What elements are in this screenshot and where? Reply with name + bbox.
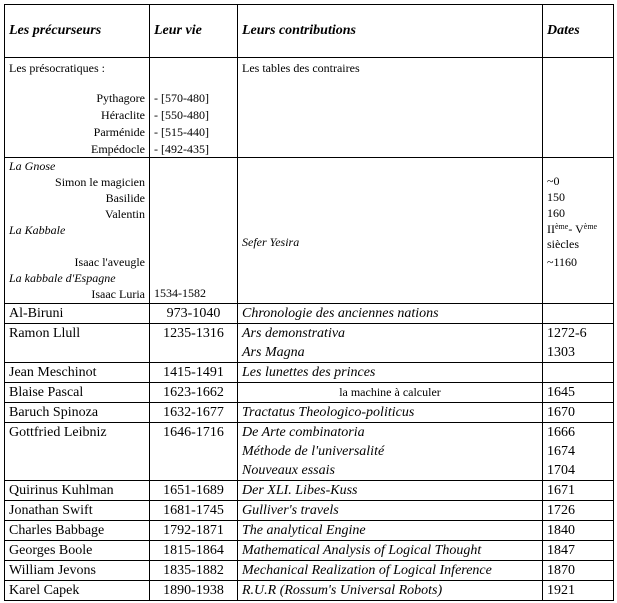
precursor-dates [543, 501, 614, 521]
precursor-dates [543, 581, 614, 601]
precursor-life-text: 1415-1491 [163, 365, 224, 380]
espagne-label: La kabbale d'Espagne [9, 271, 116, 285]
gnose-names [5, 158, 150, 304]
table-row [5, 383, 614, 403]
date-value: 1840 [547, 523, 575, 538]
precursor-name-text: Georges Boole [9, 543, 93, 558]
date-value: 1921 [547, 583, 575, 598]
date-part: - V [568, 222, 584, 236]
person-name: Basilide [105, 191, 145, 205]
precursor-life-text: 1623-1662 [163, 385, 224, 400]
precursor-name [5, 521, 150, 541]
precursor-contributions [238, 561, 543, 581]
precursor-life-text: 1632-1677 [163, 405, 224, 420]
person-name: Parménide [93, 125, 145, 139]
precursor-name-text: Karel Capek [9, 583, 80, 598]
precursor-dates [543, 363, 614, 383]
precursor-name-text: Jonathan Swift [9, 503, 93, 518]
table-row [5, 561, 614, 581]
contribution-text: De Arte combinatoria [242, 425, 365, 440]
date-value: 160 [547, 206, 565, 220]
gnose-dates [543, 158, 614, 304]
precursor-life-text: 1651-1689 [163, 483, 224, 498]
date-value: 1670 [547, 405, 575, 420]
person-name: Isaac Luria [91, 287, 145, 301]
precursor-dates [543, 383, 614, 403]
precursor-life-text: 1835-1882 [163, 563, 224, 578]
date-value: 1726 [547, 503, 575, 518]
precursor-contributions [238, 423, 543, 481]
contribution-text: Les lunettes des princes [242, 365, 376, 380]
precursor-life [150, 541, 238, 561]
precursor-name-text: Baruch Spinoza [9, 405, 99, 420]
contribution-text: Méthode de l'universalité [242, 444, 385, 459]
precursor-life-text: 1646-1716 [163, 425, 224, 440]
person-name: Valentin [105, 207, 145, 221]
contribution-text: Mechanical Realization of Logical Inference [242, 563, 492, 578]
table-row [5, 324, 614, 363]
date-sup: ème [555, 222, 569, 231]
precursor-contributions [238, 324, 543, 363]
precursor-name-text: Al-Biruni [9, 306, 64, 321]
precursor-contributions [238, 521, 543, 541]
presocratics-dates [543, 58, 614, 158]
precursor-dates [543, 541, 614, 561]
date-value: 150 [547, 190, 565, 204]
precursor-life [150, 581, 238, 601]
group-label: Les présocratiques : [9, 61, 105, 75]
precursor-name [5, 423, 150, 481]
precursor-life [150, 363, 238, 383]
date-value: 1666 [547, 425, 575, 440]
precursor-contributions [238, 501, 543, 521]
precursor-name-text: Blaise Pascal [9, 385, 84, 400]
precursor-life [150, 324, 238, 363]
precursor-life-text: 1890-1938 [163, 583, 224, 598]
precursor-dates [543, 304, 614, 324]
date-value: 1847 [547, 543, 575, 558]
precursor-name [5, 501, 150, 521]
precursor-life-text: 1681-1745 [163, 503, 224, 518]
date-value: ~0 [547, 174, 560, 188]
date-value: 1303 [547, 345, 575, 360]
precursor-rows [5, 304, 614, 601]
table-row [5, 423, 614, 481]
precursor-name [5, 304, 150, 324]
contribution-text: Sefer Yesira [242, 235, 300, 249]
gnose-label: La Gnose [9, 159, 56, 173]
table-row [5, 304, 614, 324]
precursor-contributions [238, 383, 543, 403]
date-sup: ème [583, 222, 598, 231]
table-row [5, 541, 614, 561]
contribution-text: Ars Magna [242, 345, 305, 360]
contribution-text: la machine à calculer [339, 385, 441, 399]
person-name: Isaac l'aveugle [74, 255, 145, 269]
gnose-lives [150, 158, 238, 304]
date-value: 1870 [547, 563, 575, 578]
gnose-contribution [238, 158, 543, 304]
date-value: 1645 [547, 385, 575, 400]
precursor-dates [543, 403, 614, 423]
precursor-dates [543, 423, 614, 481]
life-dates: 1534-1582 [154, 286, 206, 300]
table-row [5, 481, 614, 501]
precursor-name [5, 363, 150, 383]
contribution-text: Tractatus Theologico-politicus [242, 405, 415, 420]
precursor-life [150, 501, 238, 521]
precursor-contributions [238, 541, 543, 561]
table-row [5, 501, 614, 521]
contribution-text: The analytical Engine [242, 523, 366, 538]
contribution-text: Mathematical Analysis of Logical Thought [242, 543, 482, 558]
precursor-contributions [238, 403, 543, 423]
precursor-name [5, 481, 150, 501]
date-value: 1671 [547, 483, 575, 498]
contribution-text: Chronologie des anciennes nations [242, 306, 439, 321]
life-dates: - [492-435] [154, 142, 209, 156]
precursor-name-text: Ramon Llull [9, 326, 81, 341]
precursor-life-text: 973-1040 [166, 306, 221, 321]
precursor-contributions [238, 481, 543, 501]
precursor-life-text: 1235-1316 [163, 326, 224, 341]
precursor-dates [543, 324, 614, 363]
precursor-life-text: 1792-1871 [163, 523, 224, 538]
precursors-table [4, 4, 614, 601]
header-row [5, 5, 614, 58]
precursor-name [5, 561, 150, 581]
precursor-life [150, 561, 238, 581]
header-contributions: Leurs contributions [238, 5, 543, 58]
gnose-kabbale-row [5, 158, 614, 304]
contribution-text: Ars demonstrativa [242, 326, 346, 341]
precursor-life [150, 403, 238, 423]
precursor-life [150, 383, 238, 403]
presocratics-contribution [238, 58, 543, 158]
contribution-text: Der XLI. Libes-Kuss [242, 483, 358, 498]
precursor-name-text: William Jevons [9, 563, 96, 578]
person-name: Simon le magicien [55, 175, 145, 189]
kabbale-label: La Kabbale [9, 223, 66, 237]
table-row [5, 521, 614, 541]
precursor-name [5, 383, 150, 403]
presocratics-lives [150, 58, 238, 158]
date-value: siècles [547, 237, 579, 251]
precursor-name-text: Quirinus Kuhlman [9, 483, 114, 498]
header-life: Leur vie [150, 5, 238, 58]
contribution-text: Nouveaux essais [242, 463, 335, 478]
precursor-name-text: Charles Babbage [9, 523, 105, 538]
header-precursors: Les précurseurs [5, 5, 150, 58]
contribution-text: R.U.R (Rossum's Universal Robots) [242, 583, 443, 598]
presocratics-row [5, 58, 614, 158]
life-dates: - [570-480] [154, 91, 209, 105]
precursor-contributions [238, 304, 543, 324]
precursor-dates [543, 481, 614, 501]
date-value: ~1160 [547, 255, 578, 269]
precursor-life [150, 521, 238, 541]
precursor-life-text: 1815-1864 [163, 543, 224, 558]
date-value: 1674 [547, 444, 575, 459]
precursor-dates [543, 561, 614, 581]
person-name: Héraclite [101, 108, 145, 122]
precursor-life [150, 304, 238, 324]
header-dates: Dates [543, 5, 614, 58]
table-row [5, 363, 614, 383]
presocratics-names [5, 58, 150, 158]
precursor-name [5, 324, 150, 363]
precursor-name-text: Jean Meschinot [9, 365, 97, 380]
contribution-text: Les tables des contraires [242, 61, 360, 75]
life-dates: - [550-480] [154, 108, 209, 122]
precursor-name [5, 541, 150, 561]
date-value: 1272-6 [547, 326, 587, 341]
date-value: 1704 [547, 463, 575, 478]
precursor-life [150, 481, 238, 501]
contribution-text: Gulliver's travels [242, 503, 339, 518]
person-name: Pythagore [96, 91, 145, 105]
table-row [5, 403, 614, 423]
precursor-contributions [238, 581, 543, 601]
precursor-dates [543, 521, 614, 541]
precursor-name [5, 581, 150, 601]
person-name: Empédocle [91, 142, 145, 156]
precursor-contributions [238, 363, 543, 383]
table-row [5, 581, 614, 601]
date-range [547, 222, 609, 237]
precursor-name-text: Gottfried Leibniz [9, 425, 107, 440]
precursor-life [150, 423, 238, 481]
date-part: II [547, 222, 555, 236]
precursor-name [5, 403, 150, 423]
life-dates: - [515-440] [154, 125, 209, 139]
